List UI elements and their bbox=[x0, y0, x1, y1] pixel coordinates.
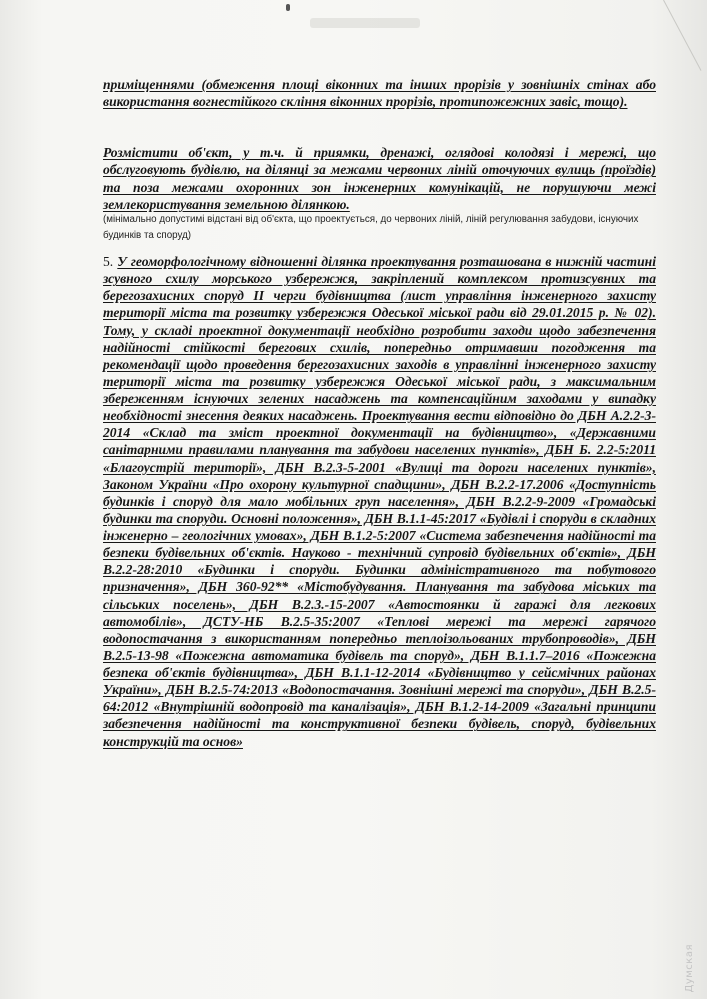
item-5-text: У геоморфологічному відношенні ділянка проектування розташована в нижній частині зсувного схилу морського узбережжя, закріплений комплексом протизсувних та берегозахисних споруд II черги будівництва (лист управління інженерного захисту території міста та розвитку узбережжя Одеської міської ради від 29.01.2015 р. № 02). Тому, у складі проектної документації необхідно розробити заходи щодо забезпечення надійності стійкості берегових схилів, попередньо отримавши погодження та рекомендації щодо проведення берегозахисних заходів в управлінні інженерного захисту території міста та розвитку узбережжя Одеської міської ради, з максимальним збереженням існуючих зелених насаджень та компенсаційним заходами у випадку необхідності знесення деяких насаджень. Проектування вести відповідно до ДБН А.2.2-3-2014 «Склад та зміст проектної документації на будівництво», «Державними санітарними правилами планування та забудови населених пунктів», ДБН Б. 2.2-5:2011 «Благоустрій території», ДБН В.2.3-5-2001 «Вулиці та дороги населених пунктів», Законом України «Про охорону культурної спадщини», ДБН В.2.2-17.2006 «Доступність будинків і споруд для мало мобільних груп населення», ДБН В.2.2-9-2009 «Громадські будинки та споруди. Основні положення», ДБН В.1.1-45:2017 «Будівлі і споруди в складних інженерно – геологічних умовах», ДБН В.1.2-5:2007 «Система забезпечення надійності та безпеки будівельних об'єктів. Науково - технічний супровід будівельних об'єктів», ДБН В.2.2-28:2010 «Будинки і споруди. Будинки адміністративного та побутового призначення», ДБН 360-92** «Містобудування. Планування та забудова міських та сільських поселень», ДБН В.2.3.-15-2007 «Автостоянки й гаражі для легкових автомобілів», ДСТУ-НБ В.2.5-35:2007 «Теплові мережі та мережі гарячого водопостачання з використанням попередньо теплоізольованих трубопроводів», ДБН В.2.5-13-98 «Пожежна автоматика будівель та споруд», ДБН В.1.1.7–2016 «Пожежна безпека об'єктів будівництва», ДБН В.1.1-12-2014 «Будівництво у сейсмічних районах України», ДБН В.2.5-74:2013 «Водопостачання. Зовнішні мережі та споруди», ДБН В.2.5-64:2012 «Внутрішній водопровід та каналізація», ДБН В.1.2-14-2009 «Загальні принципи забезпечення надійності та конструктивної безпеки будівель, споруд, будівельних конструкцій та основ» bbox=[103, 254, 656, 749]
paragraph-continuation: приміщеннями (обмеження площі віконних та інших прорізів у зовнішніх стінах або використання вогнестійкого скління віконних прорізів, протипожежних завіс, тощо). bbox=[103, 77, 656, 110]
item-5 bbox=[103, 253, 656, 750]
bleed-through-mark bbox=[310, 18, 420, 28]
paragraph-placement: Розмістити об'єкт, у т.ч. й приямки, дренажі, оглядові колодязі і мережі, що обслуговують будівлю, на ділянці за межами червоних ліній оточуючих вулиць (проїздів) та поза межами охоронних зон інженерних комунікацій, не порушуючи межі землекористування земельною ділянкою. bbox=[103, 145, 656, 212]
watermark: Думская bbox=[684, 944, 695, 993]
scan-speck bbox=[286, 4, 290, 11]
item-5-number: 5. bbox=[103, 254, 114, 269]
page-fold-line bbox=[663, 0, 701, 71]
distance-note: (мінімально допустимі відстані від об'єкта, що проектується, до червоних ліній, ліній регулювання забудови, існуючих будинків та споруд) bbox=[103, 214, 639, 241]
